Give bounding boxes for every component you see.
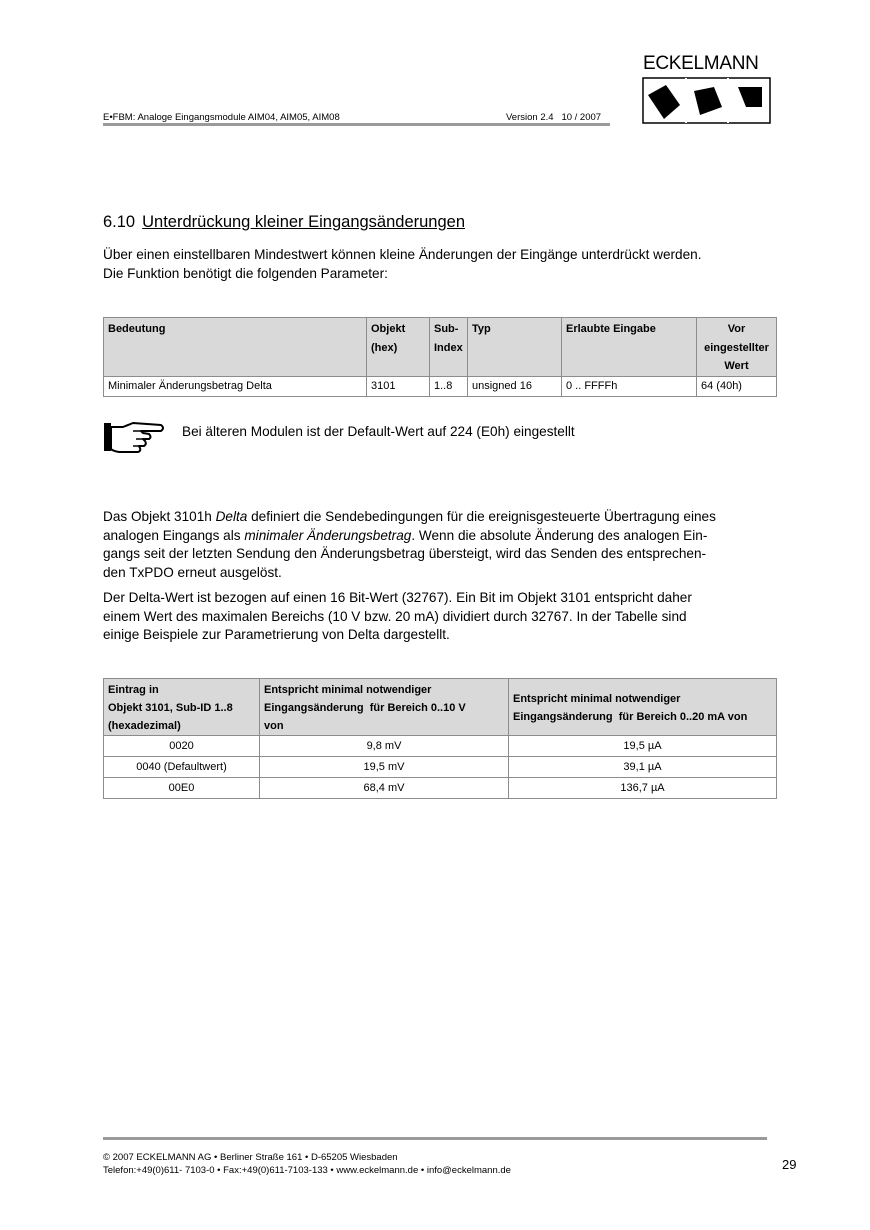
footer-line: © 2007 ECKELMANN AG • Berliner Straße 161 • D-65205 Wiesbaden (103, 1152, 398, 1163)
header-subindex: Sub- Index (430, 318, 468, 377)
eckelmann-logo (642, 53, 772, 125)
section-number: 6.10 (103, 213, 136, 231)
paragraph-line: Der Delta-Wert ist bezogen auf einen 16 Bit-Wert (32767). Ein Bit im Objekt 3101 entspricht daher (103, 590, 692, 605)
cell-eintrag: 0020 (104, 736, 260, 757)
footer-rule (103, 1137, 767, 1140)
table-row (104, 376, 777, 396)
cell-typ: unsigned 16 (468, 376, 562, 396)
delta-paragraph (103, 508, 783, 582)
note-text: Bei älteren Modulen ist der Default-Wert auf 224 (E0h) eingestellt (182, 424, 575, 439)
header-bedeutung: Bedeutung (104, 318, 367, 377)
paragraph-line: einem Wert des maximalen Bereichs (10 V bzw. 20 mA) dividiert durch 32767. In der Tabelle sind (103, 608, 687, 624)
paragraph-line: den TxPDO erneut ausgelöst. (103, 564, 282, 580)
header-eintrag: Eintrag in Objekt 3101, Sub-ID 1..8 (hexadezimal) (104, 679, 260, 736)
cell-ma: 19,5 µA (509, 736, 777, 757)
cell-eintrag: 00E0 (104, 778, 260, 799)
text-span: analogen Eingangs als (103, 527, 245, 543)
footer-line: Telefon:+49(0)611- 7103-0 • Fax:+49(0)611-7103-133 • www.eckelmann.de • info@eckelmann.de (103, 1165, 511, 1176)
paragraph-line (103, 527, 783, 546)
cell-ma: 136,7 µA (509, 778, 777, 799)
header-vor-eingestellt: Vor eingestellter Wert (697, 318, 777, 377)
section-heading (103, 213, 465, 232)
example-table (103, 678, 777, 799)
text-span: Das Objekt 3101h (103, 509, 216, 524)
emphasis-delta: Delta (215, 509, 248, 524)
pointing-hand-icon (103, 419, 165, 455)
header-version: Version 2.4 10 / 2007 (506, 112, 602, 123)
section-title: Unterdrückung kleiner Eingangsänderungen (142, 213, 466, 231)
cell-erlaubte-eingabe: 0 .. FFFFh (562, 376, 697, 396)
page-number: 29 (782, 1157, 797, 1172)
header-objekt: Objekt (hex) (367, 318, 430, 377)
emphasis-term: minimaler Änderungsbetrag (244, 527, 412, 543)
cell-vor-eingestellt: 64 (40h) (697, 376, 777, 396)
table-row (104, 757, 777, 778)
paragraph-line: gangs seit der letzten Sendung den Änderungsbetrag übersteigt, wird das Senden des entsprechen- (103, 546, 707, 561)
delta-value-paragraph (103, 589, 783, 645)
text-span: . Wenn die absolute Änderung des analogen Ein- (411, 527, 708, 543)
intro-line: Über einen einstellbaren Mindestwert können kleine Änderungen der Eingänge unterdrückt werden. (103, 247, 702, 262)
logo-text: ECKELMANN (643, 53, 759, 74)
cell-volt: 19,5 mV (260, 757, 509, 778)
cell-ma: 39,1 µA (509, 757, 777, 778)
cell-objekt: 3101 (367, 376, 430, 396)
paragraph-line (103, 508, 783, 527)
header-doc-title: E•FBM: Analoge Eingangsmodule AIM04, AIM05, AIM08 (103, 112, 340, 123)
header-range-ma: Entspricht minimal notwendiger Eingangsänderung für Bereich 0..20 mA von (509, 679, 777, 736)
intro-paragraph (103, 246, 783, 283)
header-range-volt: Entspricht minimal notwendiger Eingangsänderung für Bereich 0..10 V von (260, 679, 509, 736)
intro-line: Die Funktion benötigt die folgenden Parameter: (103, 265, 388, 281)
cell-subindex: 1..8 (430, 376, 468, 396)
cell-bedeutung: Minimaler Änderungsbetrag Delta (104, 376, 367, 396)
text-span: definiert die Sendebedingungen für die ereignisgesteuerte Übertragung eines (247, 509, 716, 524)
table-header-row (104, 318, 777, 377)
header-typ: Typ (468, 318, 562, 377)
logo-mark-icon (642, 77, 772, 125)
cell-volt: 68,4 mV (260, 778, 509, 799)
header-rule (103, 123, 610, 126)
table-header-row (104, 679, 777, 736)
cell-eintrag: 0040 (Defaultwert) (104, 757, 260, 778)
table-row (104, 778, 777, 799)
paragraph-line: einige Beispiele zur Parametrierung von Delta dargestellt. (103, 627, 450, 642)
table-row (104, 736, 777, 757)
parameter-table (103, 317, 777, 397)
cell-volt: 9,8 mV (260, 736, 509, 757)
footer-address (103, 1151, 511, 1177)
header-erlaubte-eingabe: Erlaubte Eingabe (562, 318, 697, 377)
